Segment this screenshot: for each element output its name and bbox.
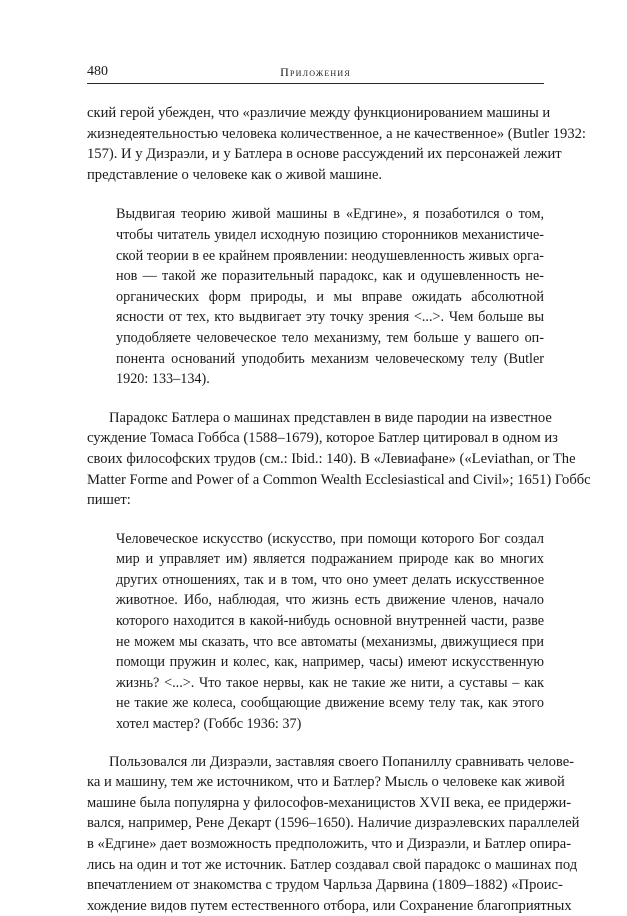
text-line: вался, например, Рене Декарт (1596–1650). Наличие дизраэлевских параллелей xyxy=(87,815,580,832)
text-line: нов — такой же поразительный парадокс, как и одушевленность не- xyxy=(116,268,544,285)
text-line: машине была популярна у философов-механицистов XVII века, ее придержи- xyxy=(87,794,572,811)
text-line: помощи пружин и колес, как, например, часы) имеют искусственную xyxy=(116,654,544,671)
text-line: понента оснований уподобить механизм человеческому телу (Butler xyxy=(116,350,544,367)
text-line: хотел мастер? (Гоббс 1936: 37) xyxy=(116,716,302,733)
text-line: жизнь? <...>. Что такое нервы, как не такие же нити, а суставы – как xyxy=(116,674,544,691)
body-text xyxy=(87,103,591,916)
text-line: Выдвигая теорию живой машины в «Едгине», я позаботился о том, xyxy=(116,206,544,223)
text-line: ясности от тех, кто выдвигает эту точку зрения <...>. Чем больше вы xyxy=(116,309,544,326)
text-line: которого находится в какой-нибудь основной внутренней части, разве xyxy=(116,613,544,630)
text-line: впечатлением от знакомства с трудом Чарльза Дарвина (1809–1882) «Проис- xyxy=(87,877,563,894)
text-line: уподобляете человеческое тело механизму, тем больше у вашего оп- xyxy=(116,329,544,346)
text-line: Matter Forme and Power of a Common Wealth Ecclesiastical and Civil»; 1651) Гоббс xyxy=(87,471,591,488)
paragraph-3 xyxy=(87,752,580,916)
paragraph-2 xyxy=(87,408,591,511)
text-line: Парадокс Батлера о машинах представлен в виде пародии на известное xyxy=(109,409,552,426)
running-head: Приложения xyxy=(280,65,351,79)
text-line: не такие же колеса, сообщающие движение всему телу так, как этого xyxy=(116,695,544,712)
text-line: ский герой убежден, что «различие между функционированием машины и xyxy=(87,105,551,121)
text-line: 1920: 133–134). xyxy=(116,371,210,388)
block-quote-2 xyxy=(116,529,544,735)
text-line: жизнедеятельностью человека количественное, а не качественное» (Butler 1932: xyxy=(87,125,586,142)
text-line: не можем мы сказать, что все автоматы (механизмы, движущиеся при xyxy=(116,633,544,650)
text-line: суждение Томаса Гоббса (1588–1679), которое Батлер цитировал в одном из xyxy=(87,430,558,447)
page-number: 480 xyxy=(87,64,108,79)
text-line: ской теории в ее крайнем проявлении: неодушевленность живых орга- xyxy=(116,247,544,264)
block-quote-1 xyxy=(116,204,544,389)
page-header xyxy=(87,64,544,84)
text-line: Человеческое искусство (искусство, при помощи которого Бог создал xyxy=(116,530,544,547)
text-line: в «Едгине» дает возможность предположить, что и Дизраэли, и Батлер опира- xyxy=(87,836,572,852)
text-line: ка и машину, тем же источником, что и Батлер? Мысль о человеке как живой xyxy=(87,774,565,791)
text-line: животное. Ибо, наблюдая, что жизнь есть движение членов, начало xyxy=(116,592,544,609)
text-line: чтобы читатель увидел исходную позицию сторонников механистиче- xyxy=(116,226,544,243)
text-line: других отношениях, так и в том, что оно умеет делать искусственное xyxy=(116,571,544,588)
paragraph-1 xyxy=(87,103,586,185)
text-line: лись на один и тот же источник. Батлер создавал свой парадокс о машинах под xyxy=(87,856,578,873)
text-line: представление о человеке как о живой машине. xyxy=(87,166,383,183)
text-line: своих философских трудов (см.: Ibid.: 140). В «Левиафане» («Leviathan, or The xyxy=(87,450,576,467)
text-line: органических форм природы, и мы вправе ожидать абсолютной xyxy=(116,288,544,305)
text-line: хождение видов путем естественного отбора, или Сохранение благоприятных xyxy=(87,897,572,914)
text-line: 157). И у Дизраэли, и у Батлера в основе рассуждений их персонажей лежит xyxy=(87,146,562,163)
text-line: пишет: xyxy=(87,492,131,509)
text-line: мир и управляет им) является подражанием природе как во многих xyxy=(116,551,544,568)
header-rule xyxy=(87,83,544,84)
text-line: Пользовался ли Дизраэли, заставляя своего Попаниллу сравнивать челове- xyxy=(109,753,575,770)
